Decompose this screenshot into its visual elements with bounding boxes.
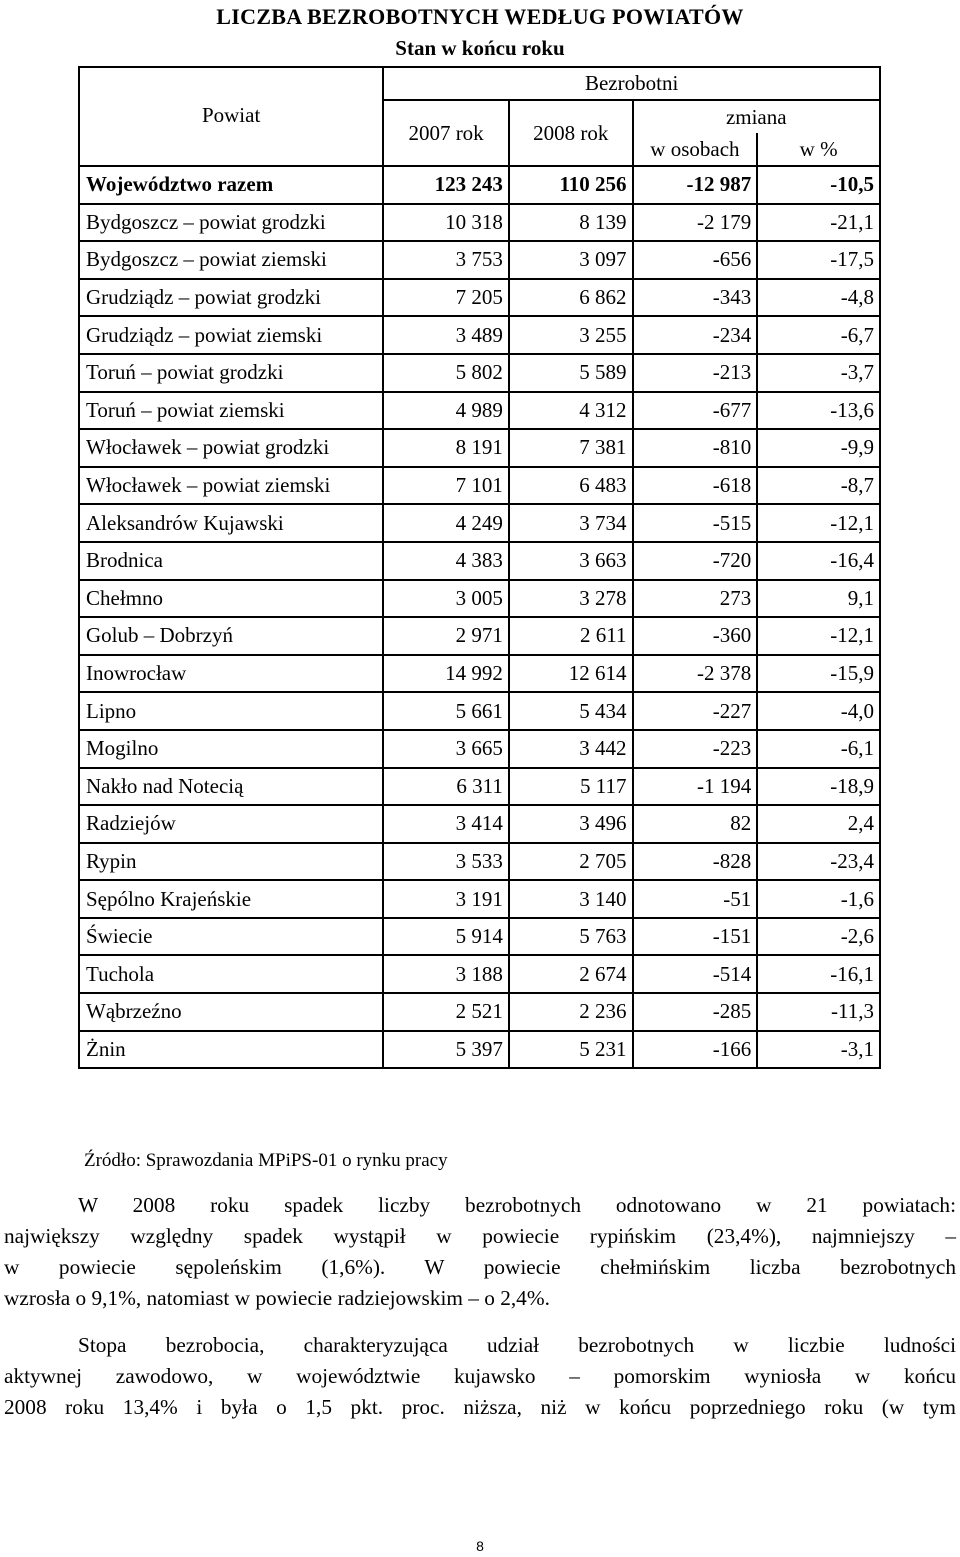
row-name: Włocławek – powiat grodzki: [79, 429, 383, 467]
header-powiat: Powiat: [79, 67, 383, 166]
row-pct: -9,9: [757, 429, 880, 467]
row-diff: 273: [633, 580, 758, 618]
header-w-osobach: w osobach: [633, 133, 758, 166]
row-diff: -2 378: [633, 655, 758, 693]
row-2007: 4 989: [383, 392, 509, 430]
row-pct: 9,1: [757, 580, 880, 618]
row-pct: -6,7: [757, 316, 880, 354]
table-row: [79, 354, 880, 392]
row-pct: -21,1: [757, 204, 880, 242]
row-pct: -16,4: [757, 542, 880, 580]
row-2007: 8 191: [383, 429, 509, 467]
row-2008: 3 140: [509, 880, 633, 918]
row-2007: 123 243: [383, 166, 509, 204]
paragraph-line: Stopa bezrobocia, charakteryzująca udział bezrobotnych w liczbie ludności: [78, 1333, 956, 1357]
row-2007: 3 414: [383, 805, 509, 843]
row-diff: -12 987: [633, 166, 758, 204]
table-row: [79, 655, 880, 693]
row-pct: -8,7: [757, 467, 880, 505]
row-diff: -343: [633, 279, 758, 317]
row-pct: -10,5: [757, 166, 880, 204]
table-row: [79, 204, 880, 242]
row-2008: 2 236: [509, 993, 633, 1031]
header-zmiana: zmiana: [633, 100, 880, 133]
row-pct: -12,1: [757, 504, 880, 542]
row-2008: 3 496: [509, 805, 633, 843]
row-pct: -2,6: [757, 918, 880, 956]
source-note: Źródło: Sprawozdania MPiPS-01 o rynku pracy: [84, 1150, 448, 1171]
row-2008: 8 139: [509, 204, 633, 242]
row-diff: -51: [633, 880, 758, 918]
row-2007: 5 914: [383, 918, 509, 956]
row-pct: -12,1: [757, 617, 880, 655]
table-row: [79, 692, 880, 730]
page-subtitle: Stan w końcu roku: [395, 36, 565, 60]
row-pct: -15,9: [757, 655, 880, 693]
paragraph-line: W 2008 roku spadek liczby bezrobotnych odnotowano w 21 powiatach:: [78, 1193, 956, 1217]
row-name: Toruń – powiat ziemski: [79, 392, 383, 430]
row-2008: 2 611: [509, 617, 633, 655]
page-number: 8: [476, 1538, 484, 1554]
row-2008: 5 117: [509, 768, 633, 806]
table-row: [79, 279, 880, 317]
table-row: [79, 504, 880, 542]
row-diff: -2 179: [633, 204, 758, 242]
paragraph-line: w powiecie sępoleńskim (1,6%). W powiecie chełmińskim liczba bezrobotnych: [4, 1255, 956, 1279]
table-row: [79, 843, 880, 881]
paragraph-line: wzrosła o 9,1%, natomiast w powiecie radziejowskim – o 2,4%.: [4, 1286, 550, 1310]
page-title: LICZBA BEZROBOTNYCH WEDŁUG POWIATÓW: [216, 4, 744, 29]
row-2007: 5 802: [383, 354, 509, 392]
paragraph-1: [4, 1190, 956, 1314]
row-pct: -1,6: [757, 880, 880, 918]
row-pct: 2,4: [757, 805, 880, 843]
row-2008: 6 483: [509, 467, 633, 505]
row-pct: -3,7: [757, 354, 880, 392]
table-row: [79, 993, 880, 1031]
row-2007: 4 383: [383, 542, 509, 580]
row-2008: 5 434: [509, 692, 633, 730]
row-diff: -656: [633, 241, 758, 279]
row-2008: 7 381: [509, 429, 633, 467]
row-2007: 7 205: [383, 279, 509, 317]
row-name: Brodnica: [79, 542, 383, 580]
row-2007: 6 311: [383, 768, 509, 806]
row-2007: 3 005: [383, 580, 509, 618]
row-diff: -223: [633, 730, 758, 768]
row-2007: 3 753: [383, 241, 509, 279]
table-row: [79, 880, 880, 918]
row-name: Wąbrzeźno: [79, 993, 383, 1031]
row-pct: -4,8: [757, 279, 880, 317]
row-name: Tuchola: [79, 955, 383, 993]
header-2007: 2007 rok: [383, 100, 509, 166]
row-2008: 2 674: [509, 955, 633, 993]
row-pct: -4,0: [757, 692, 880, 730]
header-bezrobotni: Bezrobotni: [383, 67, 880, 100]
row-name: Włocławek – powiat ziemski: [79, 467, 383, 505]
row-name: Golub – Dobrzyń: [79, 617, 383, 655]
row-name: Bydgoszcz – powiat grodzki: [79, 204, 383, 242]
row-2007: 3 191: [383, 880, 509, 918]
row-name: Toruń – powiat grodzki: [79, 354, 383, 392]
row-pct: -3,1: [757, 1031, 880, 1069]
row-2008: 3 278: [509, 580, 633, 618]
row-name: Świecie: [79, 918, 383, 956]
table-row: [79, 467, 880, 505]
row-2008: 5 763: [509, 918, 633, 956]
row-2008: 3 442: [509, 730, 633, 768]
table-row: [79, 955, 880, 993]
row-2007: 10 318: [383, 204, 509, 242]
row-name: Grudziądz – powiat ziemski: [79, 316, 383, 354]
row-diff: -1 194: [633, 768, 758, 806]
row-diff: -828: [633, 843, 758, 881]
row-2008: 6 862: [509, 279, 633, 317]
table-row: [79, 429, 880, 467]
table-row: [79, 580, 880, 618]
row-2008: 3 097: [509, 241, 633, 279]
row-2007: 14 992: [383, 655, 509, 693]
row-2008: 2 705: [509, 843, 633, 881]
row-pct: -6,1: [757, 730, 880, 768]
row-diff: -285: [633, 993, 758, 1031]
row-diff: -810: [633, 429, 758, 467]
row-2008: 110 256: [509, 166, 633, 204]
row-diff: 82: [633, 805, 758, 843]
row-2008: 3 663: [509, 542, 633, 580]
table-row: [79, 542, 880, 580]
row-diff: -151: [633, 918, 758, 956]
row-name: Bydgoszcz – powiat ziemski: [79, 241, 383, 279]
row-name: Nakło nad Notecią: [79, 768, 383, 806]
paragraph-line: 2008 roku 13,4% i była o 1,5 pkt. proc. niższa, niż w końcu poprzedniego roku (w tym: [4, 1395, 956, 1419]
row-name: Inowrocław: [79, 655, 383, 693]
row-2008: 4 312: [509, 392, 633, 430]
paragraph-line: największy względny spadek wystąpił w powiecie rypińskim (23,4%), najmniejszy –: [4, 1224, 956, 1248]
row-diff: -360: [633, 617, 758, 655]
table-row: [79, 1031, 880, 1069]
row-pct: -23,4: [757, 843, 880, 881]
row-name: Aleksandrów Kujawski: [79, 504, 383, 542]
row-pct: -13,6: [757, 392, 880, 430]
row-2008: 5 589: [509, 354, 633, 392]
row-2007: 3 665: [383, 730, 509, 768]
row-diff: -166: [633, 1031, 758, 1069]
table-row: [79, 392, 880, 430]
row-2007: 5 661: [383, 692, 509, 730]
row-2007: 4 249: [383, 504, 509, 542]
header-2008: 2008 rok: [509, 100, 633, 166]
row-diff: -213: [633, 354, 758, 392]
row-2008: 5 231: [509, 1031, 633, 1069]
table-row: [79, 617, 880, 655]
row-diff: -677: [633, 392, 758, 430]
row-diff: -618: [633, 467, 758, 505]
row-name: Żnin: [79, 1031, 383, 1069]
row-2007: 5 397: [383, 1031, 509, 1069]
header-w-procentach: w %: [757, 133, 880, 166]
table-row: [79, 316, 880, 354]
row-name: Województwo razem: [79, 166, 383, 204]
row-2007: 2 521: [383, 993, 509, 1031]
row-pct: -18,9: [757, 768, 880, 806]
row-diff: -515: [633, 504, 758, 542]
table-row: [79, 805, 880, 843]
row-2007: 2 971: [383, 617, 509, 655]
table-row: [79, 768, 880, 806]
table-row-total: [79, 166, 880, 204]
table-row: [79, 241, 880, 279]
row-name: Grudziądz – powiat grodzki: [79, 279, 383, 317]
row-2007: 7 101: [383, 467, 509, 505]
row-2007: 3 188: [383, 955, 509, 993]
row-diff: -234: [633, 316, 758, 354]
row-name: Radziejów: [79, 805, 383, 843]
row-pct: -16,1: [757, 955, 880, 993]
row-pct: -11,3: [757, 993, 880, 1031]
row-diff: -720: [633, 542, 758, 580]
table-row: [79, 918, 880, 956]
paragraph-2: [4, 1330, 956, 1423]
row-name: Mogilno: [79, 730, 383, 768]
row-2007: 3 533: [383, 843, 509, 881]
row-2007: 3 489: [383, 316, 509, 354]
row-diff: -514: [633, 955, 758, 993]
row-2008: 12 614: [509, 655, 633, 693]
row-name: Chełmno: [79, 580, 383, 618]
unemployment-table: [78, 66, 881, 1069]
row-name: Sępólno Krajeńskie: [79, 880, 383, 918]
row-pct: -17,5: [757, 241, 880, 279]
row-diff: -227: [633, 692, 758, 730]
row-name: Lipno: [79, 692, 383, 730]
table-row: [79, 730, 880, 768]
paragraph-line: aktywnej zawodowo, w województwie kujawsko – pomorskim wyniosła w końcu: [4, 1364, 956, 1388]
row-2008: 3 734: [509, 504, 633, 542]
row-2008: 3 255: [509, 316, 633, 354]
row-name: Rypin: [79, 843, 383, 881]
